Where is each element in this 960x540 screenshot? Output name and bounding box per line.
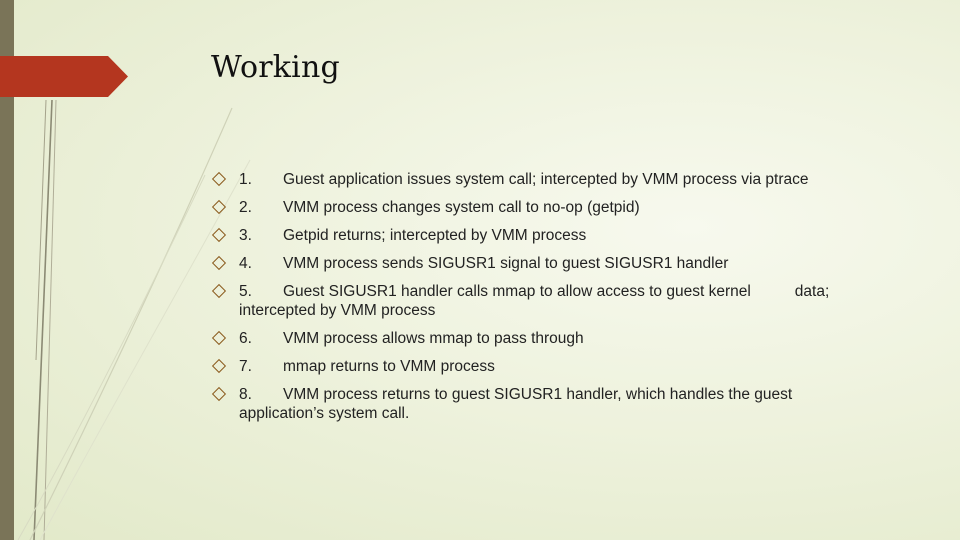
- diamond-outline-icon: [212, 256, 226, 270]
- item-text: Guest application issues system call; intercepted by VMM process via ptrace: [283, 171, 809, 188]
- list-item: [213, 198, 933, 217]
- diamond-outline-icon: [212, 228, 226, 242]
- list-item: [213, 357, 933, 376]
- item-continuation: intercepted by VMM process: [239, 302, 436, 319]
- item-text: VMM process sends SIGUSR1 signal to guest SIGUSR1 handler: [283, 255, 729, 272]
- title-accent-tab: [0, 56, 128, 97]
- item-number: 6.: [239, 330, 252, 347]
- item-continuation: application’s system call.: [239, 405, 410, 422]
- diamond-outline-icon: [212, 284, 226, 298]
- item-text: mmap returns to VMM process: [283, 358, 495, 375]
- bullet-list: [213, 170, 933, 432]
- item-number: 2.: [239, 199, 252, 216]
- item-text: Guest SIGUSR1 handler calls mmap to allow access to guest kernel: [283, 283, 751, 300]
- item-text-tail: data;: [794, 283, 830, 300]
- list-item: [213, 170, 933, 189]
- list-item: [213, 329, 933, 348]
- item-number: 4.: [239, 255, 252, 272]
- diamond-outline-icon: [212, 200, 226, 214]
- item-text: Getpid returns; intercepted by VMM process: [283, 227, 587, 244]
- item-number: 8.: [239, 386, 252, 403]
- diamond-outline-icon: [212, 331, 226, 345]
- item-number: 5.: [239, 283, 252, 300]
- list-item: [213, 254, 933, 273]
- item-text: VMM process allows mmap to pass through: [283, 330, 584, 347]
- list-item: [213, 226, 933, 245]
- item-number: 3.: [239, 227, 252, 244]
- diamond-outline-icon: [212, 359, 226, 373]
- diamond-outline-icon: [212, 387, 226, 401]
- slide-title: Working: [211, 50, 340, 85]
- item-number: 7.: [239, 358, 252, 375]
- diamond-outline-icon: [212, 172, 226, 186]
- item-text: VMM process changes system call to no-op (getpid): [283, 199, 640, 216]
- item-text: VMM process returns to guest SIGUSR1 handler, which handles the guest: [283, 386, 793, 403]
- list-item: [213, 282, 933, 320]
- list-item: [213, 385, 933, 423]
- item-number: 1.: [239, 171, 252, 188]
